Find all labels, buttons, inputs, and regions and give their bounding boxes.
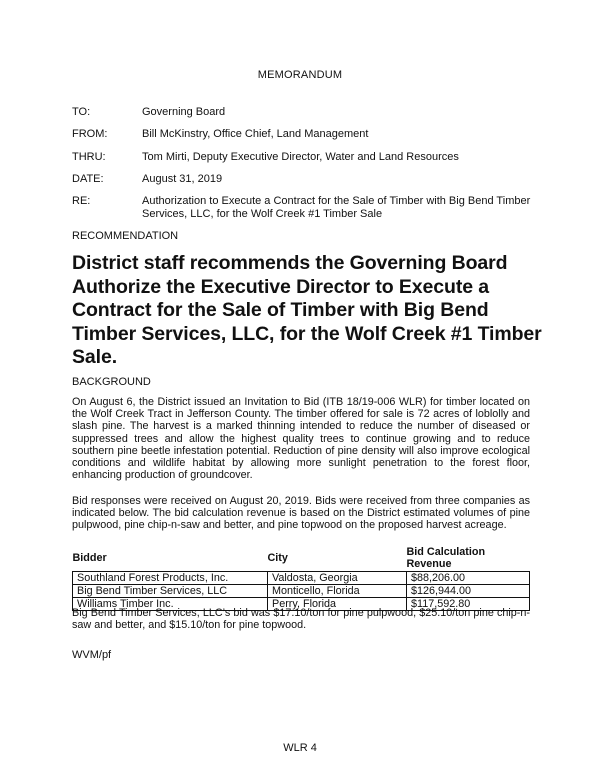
bid-table-cell-city: Monticello, Florida — [268, 585, 407, 598]
author-initials: WVM/pf — [72, 649, 112, 661]
bid-table-cell-bidder: Southland Forest Products, Inc. — [73, 572, 268, 585]
table-row — [73, 585, 530, 598]
bid-table-cell-revenue: $117,592.80 — [407, 598, 530, 611]
bid-table — [72, 546, 530, 611]
to-label: TO: — [72, 106, 91, 118]
bid-table-cell-city: Valdosta, Georgia — [268, 572, 407, 585]
background-paragraph-3: Big Bend Timber Services, LLC’s bid was $17.10/ton for pine pulpwood, $25.10/ton pine chip-n-saw and better, and $15.10/ton for pine topwood. — [72, 607, 530, 632]
bid-table-cell-bidder: Big Bend Timber Services, LLC — [73, 585, 268, 598]
bid-table-cell-city: Perry, Florida — [268, 598, 407, 611]
thru-label: THRU: — [72, 151, 106, 163]
background-paragraph-1: On August 6, the District issued an Invitation to Bid (ITB 18/19-006 WLR) for timber located on the Wolf Creek Tract in Jefferson County. The timber offered for sale is 72 acres of loblolly and slash pine. The harvest is a marked thinning intended to reduce the number of diseased or suppressed trees and allow the highest quality trees to continue growing and to reduce southern pine beetle infestation potential. Reduction of pine density will also improve ecological conditions and wildlife habitat by allowing more sunlight penetration to the forest floor, enhancing production of groundcover. — [72, 396, 530, 482]
to-value: Governing Board — [142, 106, 226, 118]
recommendation-statement: District staff recommends the Governing Board Authorize the Executive Director to Execute a Contract for the Sale of Timber with Big Bend Timber Services, LLC, for the Wolf Creek #1 Timber Sale. — [72, 252, 542, 368]
bid-table-header-bidder: Bidder — [73, 546, 268, 572]
memo-title: MEMORANDUM — [257, 69, 343, 81]
bid-table-cell-revenue: $88,206.00 — [407, 572, 530, 585]
background-paragraph-2: Bid responses were received on August 20, 2019. Bids were received from three companies as indicated below. The bid calculation revenue is based on the District estimated volumes of pine pulpwood, pine chip-n-saw and better, and pine topwood on the proposed harvest acreage. — [72, 495, 530, 532]
page-footer-id: WLR 4 — [283, 742, 317, 754]
background-label: BACKGROUND — [72, 376, 151, 388]
table-row — [73, 572, 530, 585]
bid-table-header-city: City — [268, 546, 407, 572]
bid-table-header-revenue: Bid Calculation Revenue — [407, 546, 530, 572]
date-label: DATE: — [72, 173, 104, 185]
bid-table-cell-revenue: $126,944.00 — [407, 585, 530, 598]
thru-value: Tom Mirti, Deputy Executive Director, Water and Land Resources — [142, 151, 459, 163]
from-value: Bill McKinstry, Office Chief, Land Management — [142, 128, 369, 140]
bid-table-header-row — [73, 546, 530, 572]
re-value: Authorization to Execute a Contract for the Sale of Timber with Big Bend Timber Services, LLC, for the Wolf Creek #1 Timber Sale — [142, 195, 531, 220]
date-value: August 31, 2019 — [142, 173, 223, 185]
re-label: RE: — [72, 195, 91, 207]
from-label: FROM: — [72, 128, 108, 140]
bid-table-cell-bidder: Williams Timber Inc. — [73, 598, 268, 611]
recommendation-label: RECOMMENDATION — [72, 230, 179, 242]
